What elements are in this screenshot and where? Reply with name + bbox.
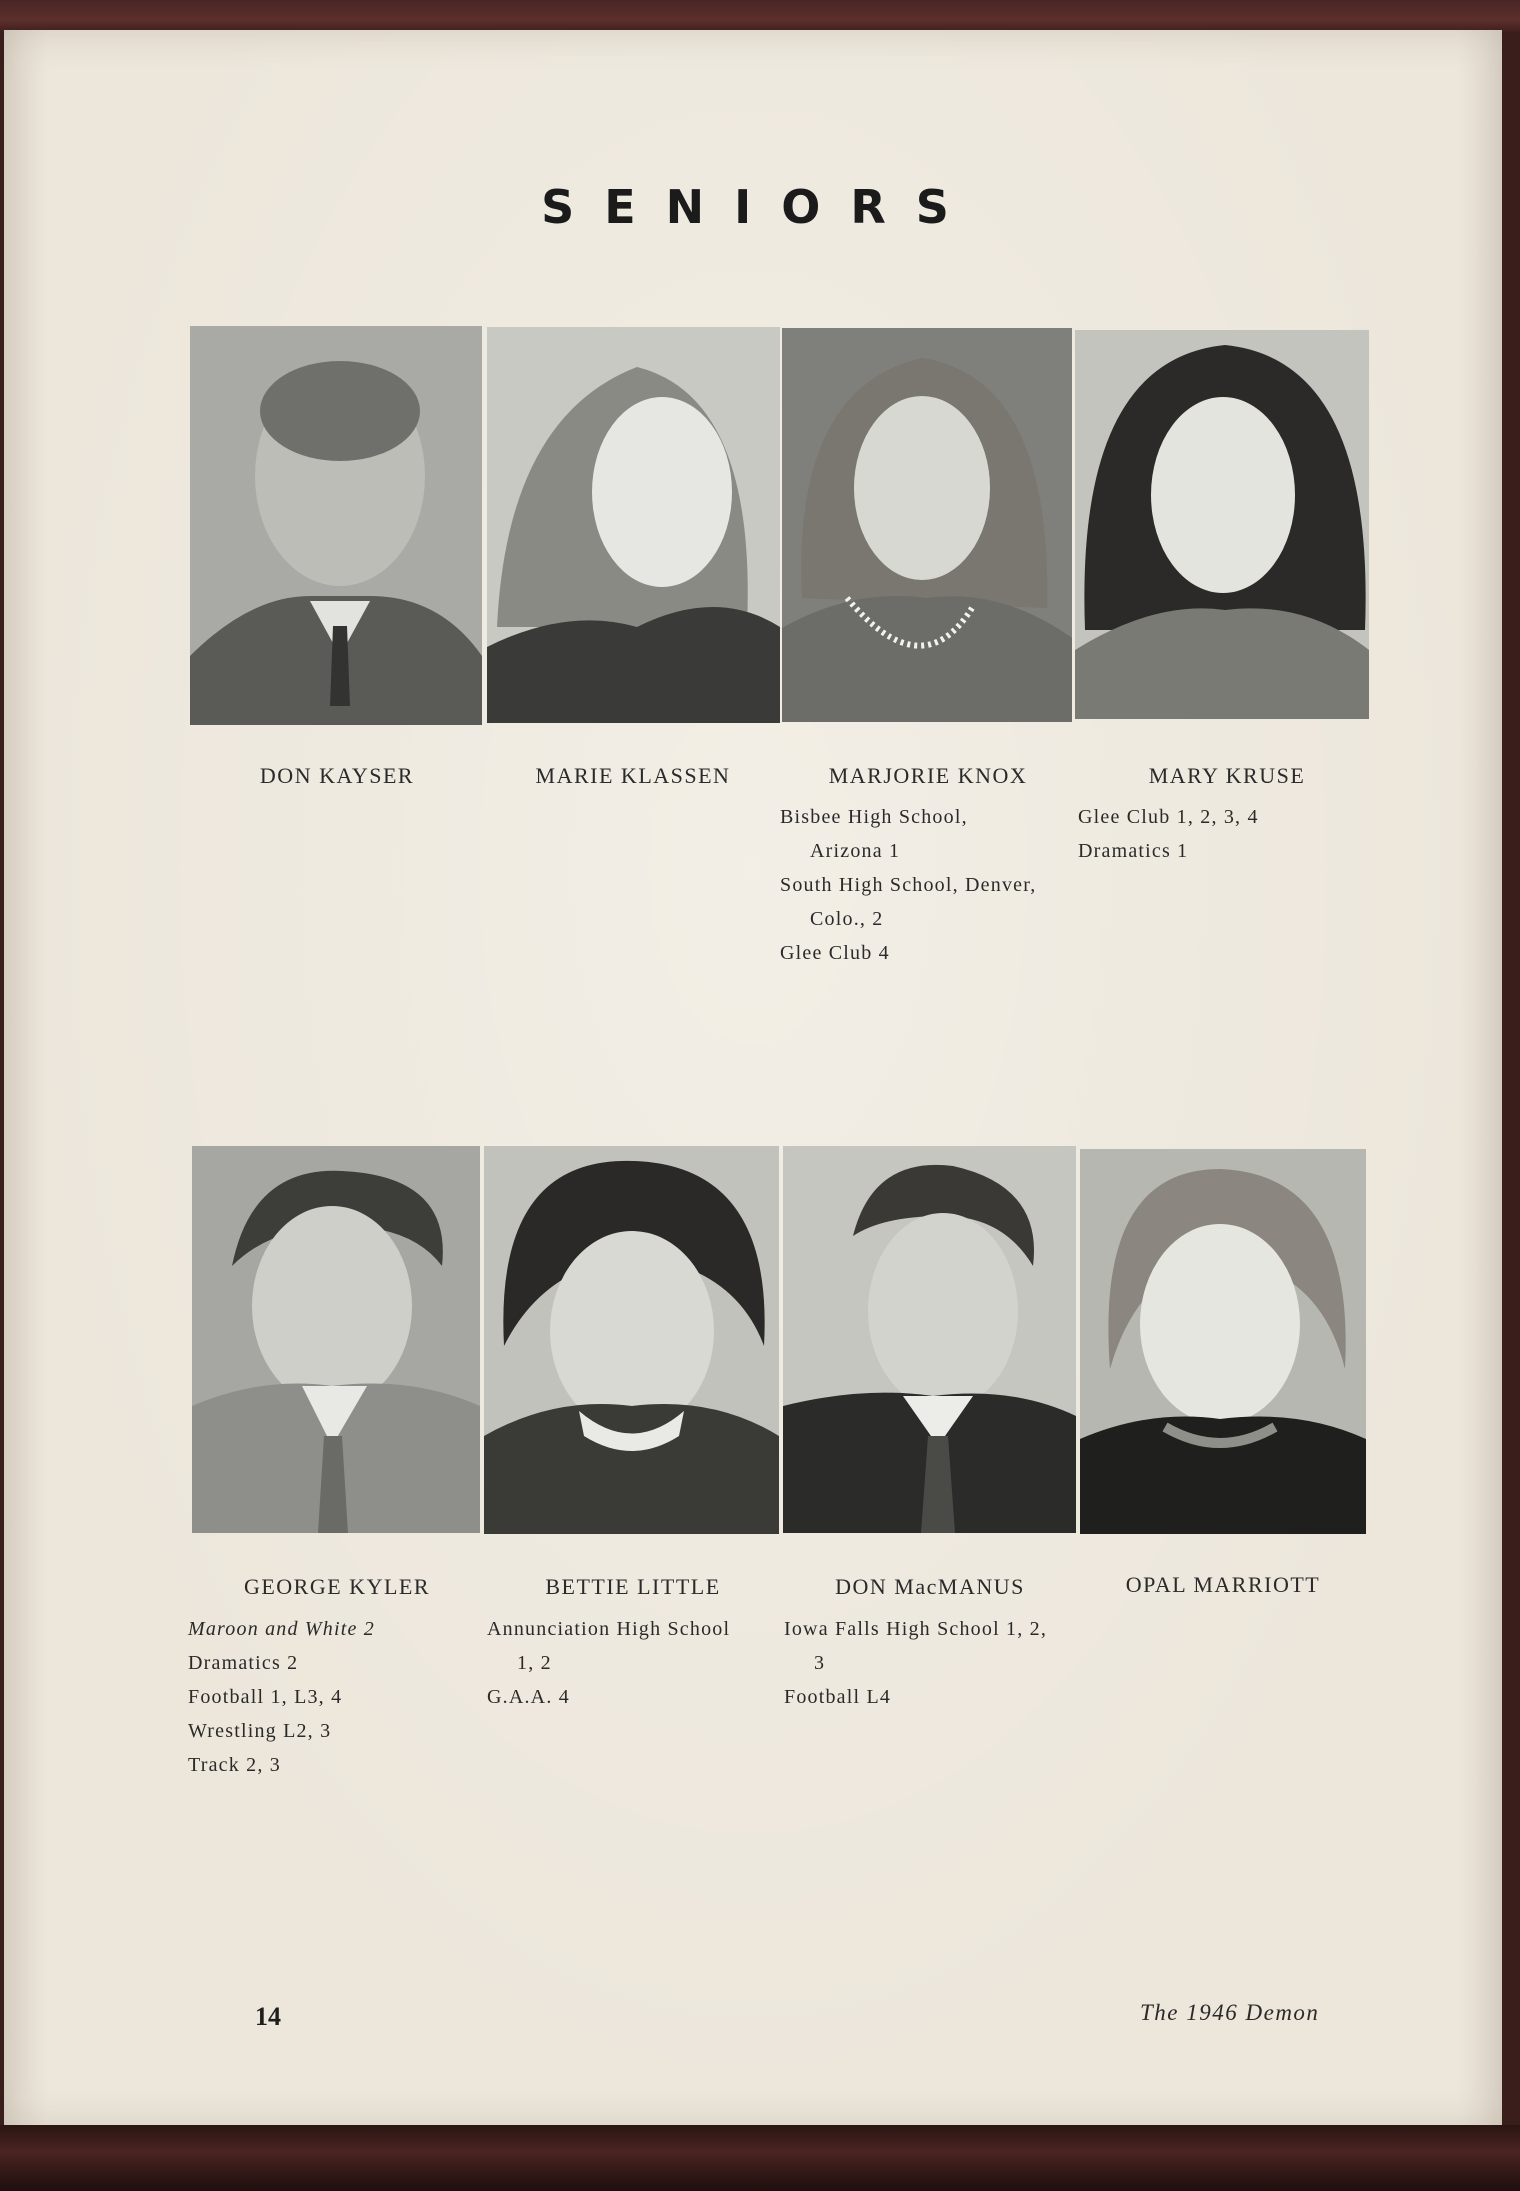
activity-line: Wrestling L2, 3 bbox=[188, 1720, 332, 1742]
student-activities bbox=[1078, 800, 1259, 868]
publication-title: The 1946 Demon bbox=[1140, 2000, 1320, 2025]
portrait-photo-marjorie-knox bbox=[782, 328, 1072, 722]
portrait-photo-mary-kruse bbox=[1075, 330, 1369, 719]
student-name: DON MacMANUS bbox=[835, 1574, 1025, 1599]
student-activities bbox=[188, 1612, 375, 1782]
portrait-photo-bettie-little bbox=[484, 1146, 779, 1534]
activity-line: Annunciation High School bbox=[487, 1618, 731, 1640]
activity-line: Glee Club 4 bbox=[780, 942, 890, 964]
student-name: BETTIE LITTLE bbox=[545, 1574, 721, 1599]
activity-line: 1, 2 bbox=[517, 1652, 552, 1674]
book-binding-bottom bbox=[0, 2125, 1520, 2191]
student-name: MARY KRUSE bbox=[1148, 763, 1306, 788]
activity-line: South High School, Denver, bbox=[780, 874, 1037, 896]
book-binding-top bbox=[0, 0, 1520, 34]
activity-line: Football L4 bbox=[784, 1686, 892, 1708]
activity-line: Glee Club 1, 2, 3, 4 bbox=[1078, 806, 1259, 828]
portrait-photo-don-macmanus bbox=[783, 1146, 1076, 1533]
student-activities bbox=[784, 1612, 1047, 1714]
portrait-photo-opal-marriott bbox=[1080, 1149, 1366, 1534]
activity-line: Arizona 1 bbox=[810, 840, 901, 862]
student-name: OPAL MARRIOTT bbox=[1125, 1572, 1321, 1597]
activity-line: Iowa Falls High School 1, 2, bbox=[784, 1618, 1048, 1640]
student-name: DON KAYSER bbox=[259, 763, 415, 788]
student-activities bbox=[487, 1612, 730, 1714]
activity-line: Maroon and White 2 bbox=[188, 1618, 375, 1640]
student-name: MARJORIE KNOX bbox=[828, 763, 1028, 788]
activity-line: Track 2, 3 bbox=[188, 1754, 281, 1776]
activity-line: Football 1, L3, 4 bbox=[188, 1686, 343, 1708]
student-name: MARIE KLASSEN bbox=[535, 763, 731, 788]
portrait-photo-don-kayser bbox=[190, 326, 482, 725]
activity-line: Bisbee High School, bbox=[780, 806, 968, 828]
page-title: SENIORS bbox=[541, 180, 979, 234]
activity-line: 3 bbox=[814, 1652, 826, 1674]
page-number: 14 bbox=[255, 2002, 281, 2031]
activity-line: Dramatics 2 bbox=[188, 1652, 299, 1674]
activity-line: G.A.A. 4 bbox=[487, 1686, 570, 1708]
portrait-photo-marie-klassen bbox=[487, 327, 780, 723]
portrait-photo-george-kyler bbox=[192, 1146, 480, 1533]
student-name: GEORGE KYLER bbox=[243, 1574, 431, 1599]
student-activities bbox=[780, 800, 1037, 970]
activity-line: Colo., 2 bbox=[810, 908, 884, 930]
activity-line: Dramatics 1 bbox=[1078, 840, 1189, 862]
